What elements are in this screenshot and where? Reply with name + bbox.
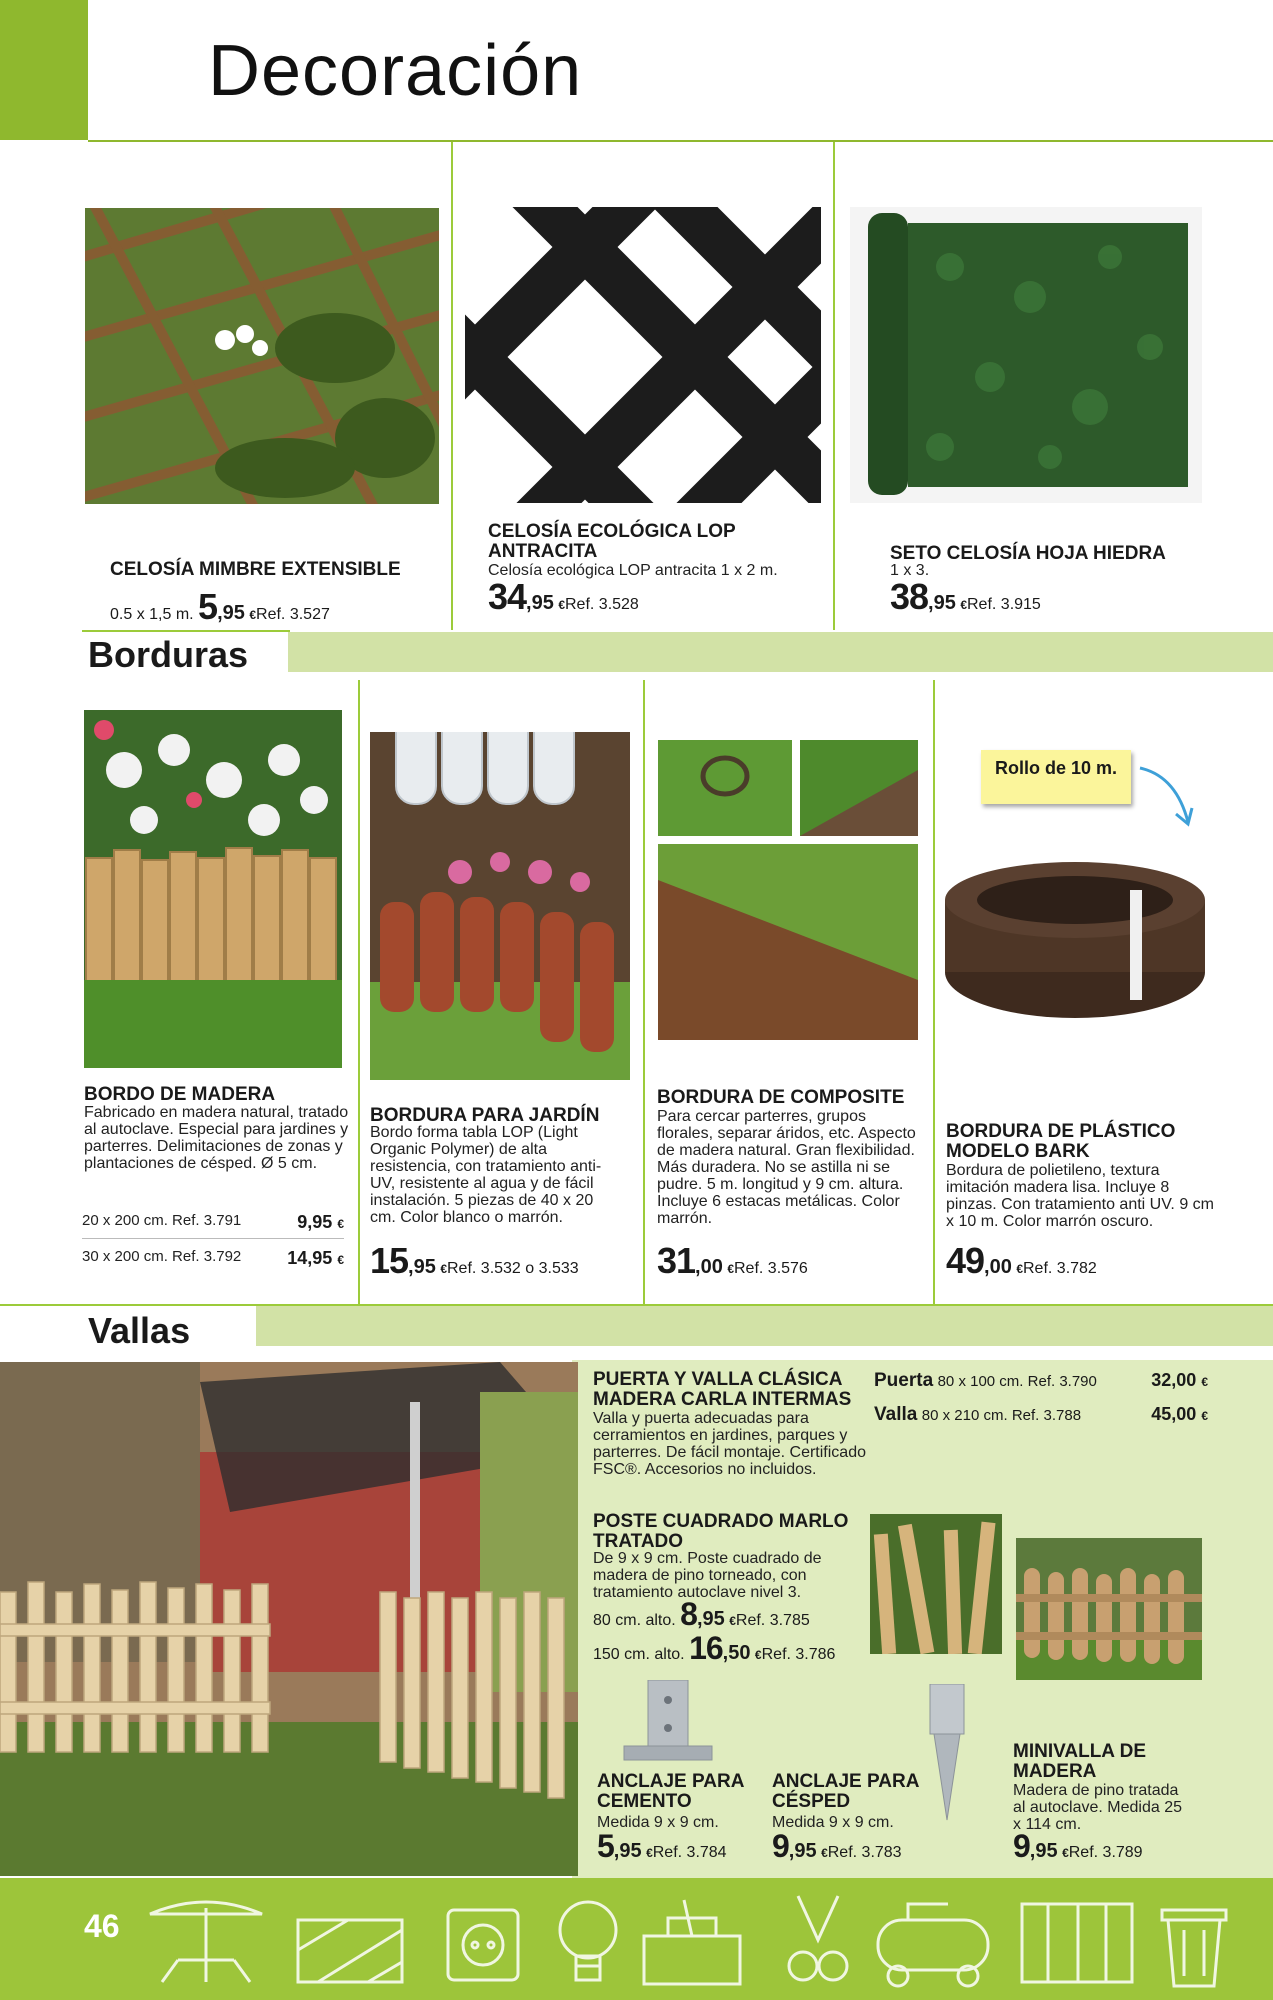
product-desc: Bordura de polietileno, textura imitación madera lisa. Incluye 8 pinzas. Con tratamiento anti UV. 9 cm x 10 m. Color marrón oscuro.: [946, 1162, 1214, 1230]
category-icons: [148, 1890, 1228, 1990]
product-photo-bordura-composite: [658, 740, 918, 1040]
product-photo-seto-hiedra: [850, 207, 1202, 503]
product-title: SETO CELOSÍA HOJA HIEDRA: [890, 543, 1166, 564]
product-spec: Medida 9 x 9 cm.: [772, 1814, 894, 1831]
product-photo-bordo-madera: [84, 710, 342, 1068]
divider: [82, 630, 290, 632]
product-title: PUERTA Y VALLA CLÁSICA MADERA CARLA INTERMAS: [593, 1369, 852, 1410]
roll-length-badge: Rollo de 10 m.: [981, 750, 1131, 804]
product-title: POSTE CUADRADO MARLO TRATADO: [593, 1511, 849, 1552]
product-desc: Fabricado en madera natural, tratado al autoclave. Especial para jardines y parterres. Delimitaciones de zonas y plantaciones de césped. Ø 5 cm.: [84, 1104, 349, 1172]
section-title-borduras: Borduras: [88, 634, 249, 675]
product-photo-bordura-plastico: [942, 860, 1208, 1020]
product-price: 38,95 €Ref. 3.915: [890, 576, 1041, 617]
divider: [451, 142, 453, 630]
divider: [82, 1238, 344, 1239]
product-desc: Bordo forma tabla LOP (Light Organic Polymer) de alta resistencia, con tratamiento anti-UV, resistente al agua y de fácil instalación. 5 piezas de 40 x 20 cm. Color blanco o marrón.: [370, 1124, 602, 1226]
product-title: ANCLAJE PARA CEMENTO: [597, 1771, 744, 1812]
divider: [933, 680, 935, 1304]
product-photo-celosia-mimbre: [85, 208, 439, 504]
price-row-puerta: Puerta 80 x 100 cm. Ref. 3.790 32,00 €: [874, 1370, 1208, 1391]
product-price: 9,95 €Ref. 3.783: [772, 1828, 902, 1864]
product-desc: Madera de pino tratada al autoclave. Medida 25 x 114 cm.: [1013, 1782, 1182, 1833]
product-title: CELOSÍA ECOLÓGICA LOP ANTRACITA: [488, 521, 736, 562]
product-photo-anclaje-cemento: [618, 1680, 718, 1764]
product-photo-anclaje-cesped: [922, 1684, 972, 1824]
product-title: MINIVALLA DE MADERA: [1013, 1741, 1146, 1782]
pruning-shears-icon: [789, 1896, 847, 1980]
parasol-table-icon: [150, 1902, 262, 1982]
product-title: BORDO DE MADERA: [84, 1084, 276, 1105]
product-spec: Celosía ecológica LOP antracita 1 x 2 m.: [488, 562, 778, 579]
variant-row: 20 x 200 cm. Ref. 3.791 9,95 €: [82, 1212, 344, 1232]
product-photo-minivalla: [1016, 1538, 1202, 1680]
section-title-vallas: Vallas: [88, 1310, 191, 1351]
wood-planks-icon: [298, 1920, 402, 1982]
product-spec: 1 x 3.: [890, 562, 930, 579]
header-accent-tab: [0, 0, 88, 140]
price-row-poste-80: 80 cm. alto. 8,95 €Ref. 3.785: [593, 1596, 810, 1632]
product-price: 34,95 €Ref. 3.528: [488, 576, 639, 617]
product-price: 49,00 €Ref. 3.782: [946, 1240, 1097, 1281]
product-photo-valla-clasica: [0, 1362, 578, 1876]
product-photo-poste: [870, 1514, 1002, 1654]
product-price: 5,95 €Ref. 3.784: [597, 1828, 727, 1864]
page-number: 46: [84, 1908, 120, 1944]
product-title: BORDURA DE COMPOSITE: [657, 1087, 905, 1108]
product-price: 31,00 €Ref. 3.576: [657, 1240, 808, 1281]
door-icon: [1022, 1904, 1132, 1982]
product-desc: Para cercar parterres, grupos florales, separar áridos, etc. Aspecto de madera natural. Gran flexibilidad. Más duradera. No se astilla ni se pudre. 5 m. longitud y 9 cm. altura. Incluye 6 estacas metálicas. Color marrón.: [657, 1108, 916, 1227]
price-row-valla: Valla 80 x 210 cm. Ref. 3.788 45,00 €: [874, 1404, 1208, 1425]
price-row-poste-150: 150 cm. alto. 16,50 €Ref. 3.786: [593, 1630, 836, 1666]
compressor-icon: [878, 1904, 988, 1986]
product-title: BORDURA PARA JARDÍN: [370, 1105, 600, 1126]
outlet-icon: [448, 1910, 518, 1980]
page-title: Decoración: [208, 31, 583, 111]
product-title: BORDURA DE PLÁSTICO MODELO BARK: [946, 1121, 1176, 1162]
product-spec: Medida 9 x 9 cm.: [597, 1814, 719, 1831]
lightbulb-icon: [560, 1902, 616, 1980]
product-photo-celosia-lop: [465, 207, 821, 503]
trash-bin-icon: [1162, 1910, 1226, 1986]
product-title: CELOSÍA MIMBRE EXTENSIBLE: [110, 559, 401, 580]
header-rule: [88, 140, 1273, 142]
arrow-icon: [1136, 762, 1196, 837]
section-bar: [256, 1306, 1273, 1346]
section-bar: [288, 632, 1273, 672]
divider: [833, 142, 835, 630]
product-desc: De 9 x 9 cm. Poste cuadrado de madera de pino torneado, con tratamiento autoclave nivel 3.: [593, 1550, 822, 1601]
product-price: 9,95 €Ref. 3.789: [1013, 1828, 1143, 1864]
product-price: 15,95 €Ref. 3.532 o 3.533: [370, 1240, 579, 1281]
toolbox-icon: [644, 1900, 740, 1984]
divider: [643, 680, 645, 1304]
product-price: 0.5 x 1,5 m. 5,95 €Ref. 3.527: [110, 586, 330, 627]
divider: [358, 680, 360, 1304]
product-title: ANCLAJE PARA CÉSPED: [772, 1771, 919, 1812]
variant-row: 30 x 200 cm. Ref. 3.792 14,95 €: [82, 1248, 344, 1268]
product-desc: Valla y puerta adecuadas para cerramientos en jardines, parques y parterres. De fácil montaje. Certificado FSC®. Accesorios no incluidos.: [593, 1410, 866, 1478]
product-photo-bordura-jardin: [370, 732, 630, 1080]
